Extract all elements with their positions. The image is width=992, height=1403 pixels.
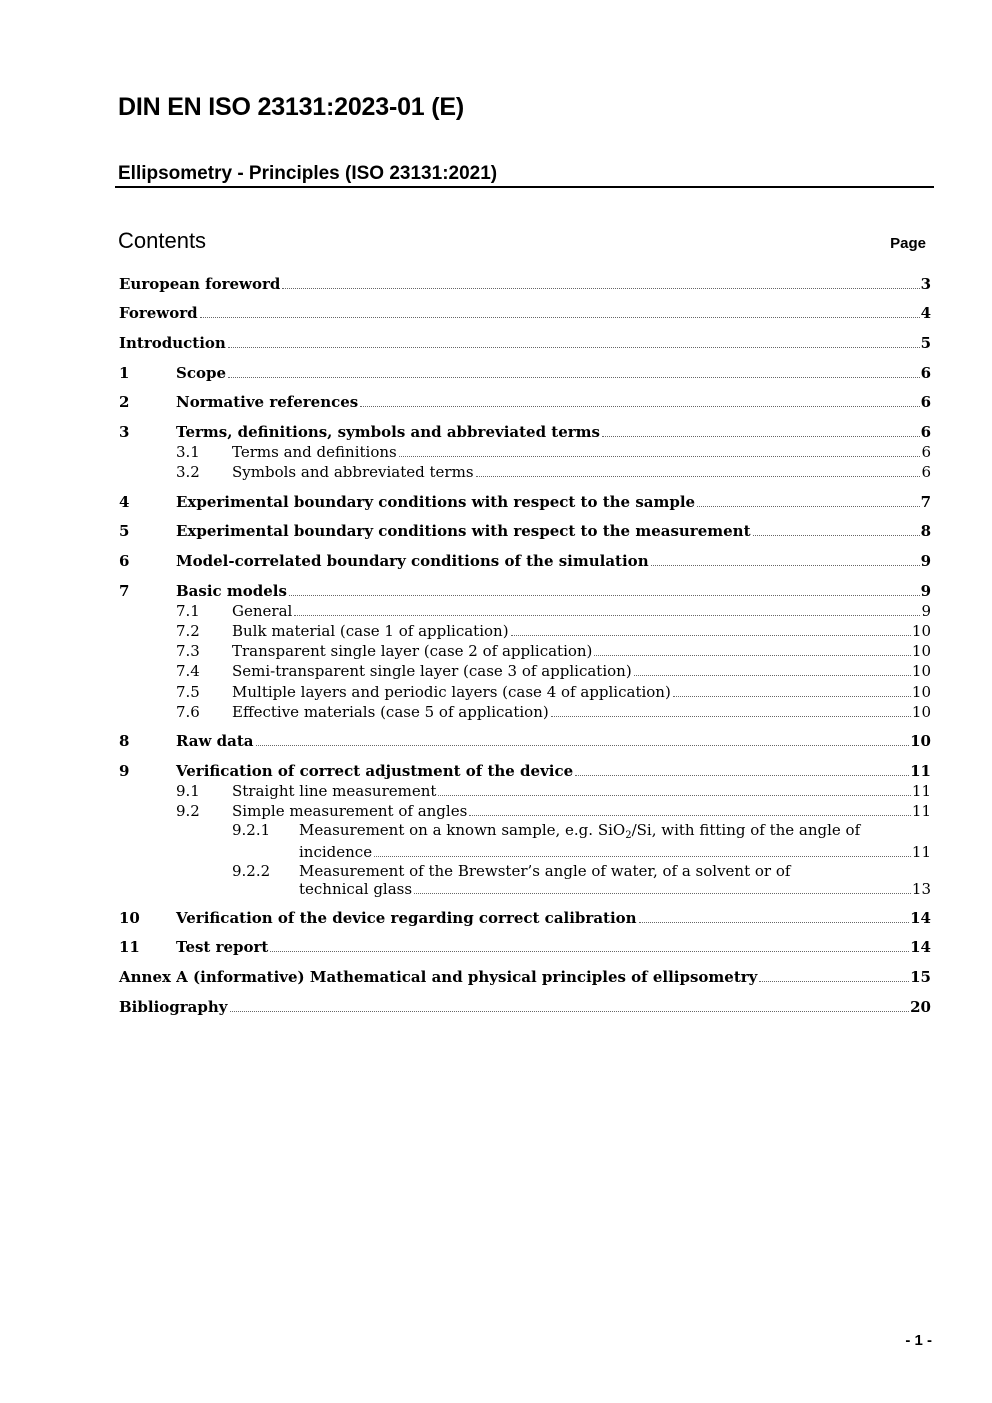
toc-page: 10 [911,703,931,721]
toc-number: 4 [119,493,130,511]
toc-page: 5 [920,334,931,352]
toc-title: Verification of correct adjustment of the device [176,762,574,780]
toc-page: 7 [920,493,931,511]
toc-title: European foreword [119,275,281,293]
toc-page: 9 [921,602,931,620]
toc-page: 6 [920,364,931,382]
toc-title-part: /Si, with fitting of the angle of [631,821,861,839]
toc-entry-clause-3-2[interactable] [176,461,931,481]
toc-page: 14 [910,938,931,956]
leader-dots [374,856,911,857]
leader-dots [673,696,911,697]
toc-entry-clause-7-6[interactable] [176,701,931,721]
toc-number: 7.5 [176,683,200,701]
toc-page: 11 [911,782,931,800]
page-number: - 1 - [905,1332,932,1349]
toc-page: 10 [911,642,931,660]
leader-dots [282,288,919,289]
leader-dots [289,595,920,596]
toc-number: 3.1 [176,443,200,461]
toc-page: 14 [910,909,931,927]
toc-title: incidence [299,843,373,861]
document-subtitle: Ellipsometry - Principles (ISO 23131:2021) [118,163,498,184]
toc-number: 9.2 [176,802,200,820]
toc-entry-clause-2[interactable] [119,391,931,411]
page-column-label: Page [890,235,926,252]
toc-page: 10 [911,662,931,680]
subscript-two: 2 [625,830,632,841]
toc-number: 9.1 [176,782,200,800]
leader-dots [753,535,920,536]
toc-page: 6 [921,443,931,461]
document-title: DIN EN ISO 23131:2023-01 (E) [118,93,464,121]
toc-entry-foreword[interactable] [119,302,931,322]
toc-entry-introduction[interactable] [119,332,931,352]
toc-entry-clause-9-2-2-line1[interactable]: Measurement of the Brewster’s angle of water, of a solvent or of [299,862,791,880]
toc-number: 7.3 [176,642,200,660]
toc-title: Semi-transparent single layer (case 3 of application) [232,662,632,680]
toc-page: 15 [910,968,931,986]
toc-number: 9 [119,762,130,780]
leader-dots [759,981,909,982]
leader-dots [594,655,910,656]
toc-page: 6 [920,423,931,441]
toc-entry-clause-7[interactable] [119,580,931,600]
toc-number: 2 [119,393,130,411]
toc-number-9-2-2: 9.2.2 [232,862,271,880]
contents-heading: Contents [118,228,207,253]
toc-entry-clause-10[interactable] [119,907,931,927]
toc-title: Model-correlated boundary conditions of the simulation [176,552,649,570]
toc-title: Terms, definitions, symbols and abbreviated terms [176,423,600,441]
toc-number: 7.1 [176,602,200,620]
toc-number: 7 [119,582,130,600]
leader-dots [270,951,909,952]
toc-entry-european-foreword[interactable] [119,273,931,293]
toc-page: 8 [920,522,931,540]
title-divider [115,186,934,188]
leader-dots [634,675,911,676]
toc-page: 20 [910,998,931,1016]
leader-dots [469,815,911,816]
toc-entry-clause-7-3[interactable] [176,640,931,660]
toc-entry-clause-9-2-1-line1[interactable] [299,820,860,840]
toc-number: 8 [119,732,130,750]
toc-number: 7.6 [176,703,200,721]
toc-page: 13 [911,880,931,898]
leader-dots [228,377,920,378]
toc-title: Scope [176,364,227,382]
toc-number: 1 [119,364,130,382]
toc-entry-clause-7-5[interactable] [176,681,931,701]
toc-title: Simple measurement of angles [232,802,468,820]
toc-number: 6 [119,552,130,570]
toc-entry-clause-9-2[interactable] [176,800,931,820]
leader-dots [294,615,920,616]
toc-number: 11 [119,938,140,956]
toc-entry-clause-9-2-1-line2[interactable] [299,841,931,861]
toc-title: Terms and definitions [232,443,397,461]
toc-title: Test report [176,938,269,956]
toc-entry-clause-7-1[interactable] [176,600,931,620]
toc-title: Verification of the device regarding correct calibration [176,909,637,927]
toc-title: General [232,602,293,620]
toc-title: Annex A (informative) Mathematical and physical principles of ellipsometry [119,968,758,986]
leader-dots [228,347,920,348]
leader-dots [651,565,920,566]
toc-entry-clause-7-2[interactable] [176,620,931,640]
toc-number: 3 [119,423,130,441]
toc-entry-clause-9[interactable] [119,760,931,780]
leader-dots [200,317,920,318]
toc-page: 11 [911,802,931,820]
leader-dots [551,716,911,717]
toc-page: 4 [920,304,931,322]
leader-dots [438,795,910,796]
toc-entry-clause-7-4[interactable] [176,660,931,680]
toc-title: Bulk material (case 1 of application) [232,622,509,640]
leader-dots [697,506,919,507]
toc-page: 6 [920,393,931,411]
toc-entry-clause-6[interactable] [119,550,931,570]
toc-number: 7.2 [176,622,200,640]
toc-page: 9 [920,582,931,600]
toc-title: Experimental boundary conditions with respect to the measurement [176,522,751,540]
toc-title: Multiple layers and periodic layers (case 4 of application) [232,683,671,701]
toc-title: Foreword [119,304,198,322]
toc-title: Basic models [176,582,287,600]
toc-page: 11 [911,843,931,861]
toc-title: Normative references [176,393,359,411]
toc-entry-clause-8[interactable] [119,730,931,750]
toc-page: 6 [921,463,931,481]
toc-number: 5 [119,522,130,540]
toc-title: Introduction [119,334,226,352]
leader-dots [602,436,920,437]
toc-title: Experimental boundary conditions with respect to the sample [176,493,696,511]
leader-dots [399,456,921,457]
toc-title: Bibliography [119,998,228,1016]
leader-dots [575,775,909,776]
leader-dots [476,476,921,477]
toc-entry-clause-11[interactable] [119,936,931,956]
leader-dots [639,922,910,923]
toc-entry-clause-1[interactable] [119,362,931,382]
toc-number: 3.2 [176,463,200,481]
toc-entry-annex-a[interactable] [119,966,931,986]
toc-entry-clause-5[interactable] [119,520,931,540]
toc-page: 10 [911,622,931,640]
toc-title: Symbols and abbreviated terms [232,463,474,481]
leader-dots [511,635,911,636]
toc-page: 10 [911,683,931,701]
toc-entry-clause-3[interactable] [119,421,931,441]
toc-page: 10 [910,732,931,750]
toc-page: 3 [920,275,931,293]
leader-dots [414,893,911,894]
toc-entry-clause-4[interactable] [119,491,931,511]
toc-entry-clause-3-1[interactable] [176,441,931,461]
toc-number-9-2-1: 9.2.1 [232,821,271,839]
leader-dots [230,1011,910,1012]
toc-page: 9 [920,552,931,570]
toc-title-part: Measurement on a known sample, e.g. SiO [299,821,626,839]
toc-number: 7.4 [176,662,200,680]
toc-number: 10 [119,909,140,927]
toc-title: Straight line measurement [232,782,437,800]
toc-entry-clause-9-1[interactable] [176,780,931,800]
toc-page: 11 [910,762,931,780]
toc-title: Transparent single layer (case 2 of application) [232,642,593,660]
leader-dots [360,406,919,407]
leader-dots [256,745,910,746]
toc-title: Raw data [176,732,254,750]
toc-title: technical glass [299,880,413,898]
toc-entry-bibliography[interactable] [119,996,931,1016]
toc-entry-clause-9-2-2-line2[interactable] [299,878,931,898]
toc-title: Effective materials (case 5 of application) [232,703,549,721]
